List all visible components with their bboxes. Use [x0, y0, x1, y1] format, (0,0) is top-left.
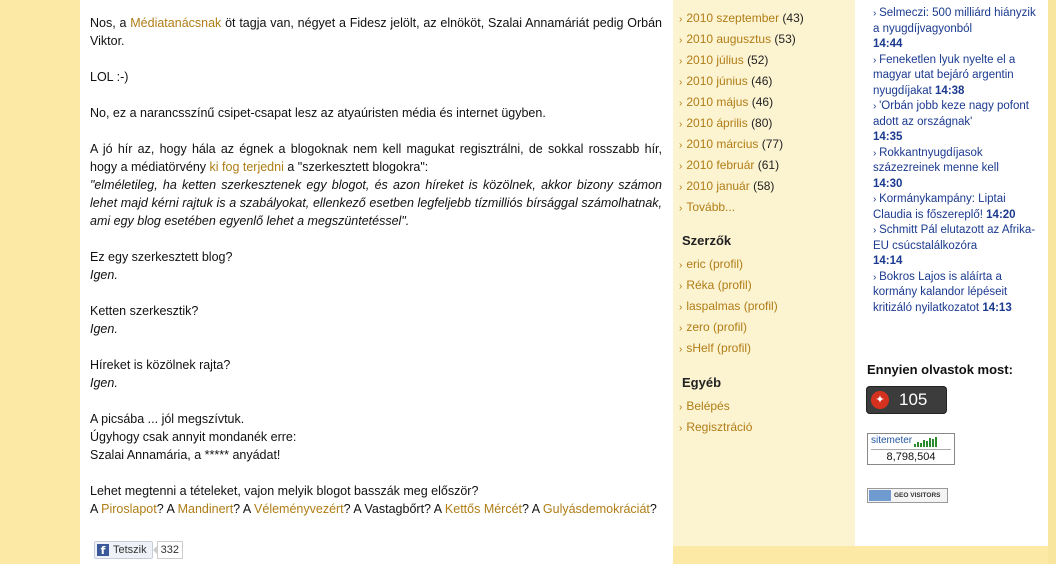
qa-block: Híreket is közölnek rajta? Igen. — [90, 358, 231, 390]
news-item[interactable]: › Bokros Lajos is aláírta a kormány kalandor lépéseit kritizáló nyilatkozatot 14:13 — [873, 270, 1012, 314]
link-mediatanacs[interactable]: Médiatanácsnak — [130, 16, 222, 30]
chevron-right-icon: › — [679, 98, 683, 109]
archive-list — [679, 8, 855, 218]
archive-more[interactable]: › Tovább... — [679, 200, 736, 214]
paragraph: A picsába ... jól megszívtuk. Úgyhogy csak annyit mondanék erre: Szalai Annamária, a ***** anyádat! — [90, 412, 297, 462]
chevron-right-icon: › — [679, 203, 683, 214]
chevron-right-icon: › — [873, 194, 880, 205]
quote: "elméletileg, ha ketten szerkesztenek egy blogot, és azon híreket is közölnek, akkor bizony számon lehet majd kérni rajtuk is a szabályokat, ellenkező esetben legfeljebb tízmilliós bírsággal számolhatnak, ami egy blog esetében egyenlő lehet a megszüntetéssel". — [90, 178, 662, 228]
online-counter[interactable]: ✦ 105 — [866, 386, 947, 414]
archive-item[interactable]: › 2010 május (46) — [679, 95, 774, 109]
readers-title: Ennyien olvastok most: — [867, 362, 1013, 377]
chevron-right-icon: › — [873, 271, 880, 283]
chevron-right-icon: › — [679, 281, 683, 292]
paragraph: Lehet megtenni a tételeket, vajon melyik blogot basszák meg először? A Piroslapot? A Mandinert? A Véleményvezért? A Vastagbőrt? A Kettős Mércét? A Gulyásdemokráciát? — [90, 484, 657, 516]
sitemeter-badge[interactable]: sitemeter 8,798,504 — [867, 433, 955, 465]
link-velemenyvezer[interactable]: Véleményvezért — [254, 502, 344, 516]
chevron-right-icon: › — [679, 182, 683, 193]
chevron-right-icon: › — [679, 161, 683, 172]
chevron-right-icon: › — [679, 119, 683, 130]
author-item[interactable]: › laspalmas (profil) — [679, 299, 778, 313]
post-body — [80, 0, 673, 564]
author-item[interactable]: › zero (profil) — [679, 320, 748, 334]
bar-chart-icon — [914, 437, 938, 447]
archive-item[interactable]: › 2010 július (52) — [679, 53, 769, 67]
archive-item[interactable]: › 2010 március (77) — [679, 137, 784, 151]
like-count: 332 — [157, 541, 183, 559]
paragraph: LOL :-) — [90, 70, 129, 84]
authors-list — [679, 254, 855, 359]
chevron-right-icon: › — [679, 323, 683, 334]
login-link[interactable]: › Belépés — [679, 399, 730, 413]
chevron-right-icon: › — [679, 260, 683, 271]
facebook-icon: f — [97, 544, 109, 556]
chevron-right-icon: › — [679, 35, 683, 46]
post-text — [90, 14, 662, 536]
register-link[interactable]: › Regisztráció — [679, 420, 753, 434]
sidebar-middle — [673, 0, 855, 546]
news-item[interactable]: › Feneketlen lyuk nyelte el a magyar utat bejáró argentin nyugdíjakat 14:38 — [873, 53, 1016, 97]
chevron-right-icon: › — [873, 147, 880, 159]
chevron-right-icon: › — [679, 402, 683, 413]
paragraph: A jó hír az, hogy hála az égnek a blogoknak nem kell magukat regisztrálni, de sokkal rosszabb hír, hogy a médiatörvény ki fog terjedni a "szerkesztett blogokra": "elméletileg, ha ketten szerkesztenek egy blogot, és azon híreket is közölnek, akkor bizony számon lehet majd kérni rajtuk is a szabályokat, ellenkező esetben legfeljebb tízmilliós bírsággal számolhatnak, ami egy blog esetében egyenlő lehet a megszüntetéssel". — [90, 142, 662, 228]
sidebar-right — [855, 0, 1048, 546]
page-edge — [1048, 0, 1056, 564]
qa-block: Ketten szerkesztik? Igen. — [90, 304, 199, 336]
news-item[interactable]: › 'Orbán jobb keze nagy pofont adott az országnak' 14:35 — [873, 100, 1029, 143]
facebook-like — [94, 541, 183, 559]
link-piroslap[interactable]: Piroslapot — [101, 502, 157, 516]
other-title: Egyéb — [682, 375, 722, 390]
author-item[interactable]: › sHelf (profil) — [679, 341, 752, 355]
paragraph: Nos, a Médiatanácsnak öt tagja van, négyet a Fidesz jelölt, az elnököt, Szalai Annamáriát pedig Orbán Viktor. — [90, 16, 662, 48]
news-item[interactable]: › Schmitt Pál elutazott az Afrika-EU csúcstalálkozóra 14:14 — [873, 224, 1036, 267]
chevron-right-icon: › — [679, 302, 683, 313]
link-gulyasdemokracia[interactable]: Gulyásdemokráciát — [542, 502, 650, 516]
footer-strip — [673, 546, 1048, 564]
chevron-right-icon: › — [679, 77, 683, 88]
link-kettos-merce[interactable]: Kettős Mércét — [444, 502, 523, 516]
archive-item[interactable]: › 2010 február (61) — [679, 158, 780, 172]
other-list — [679, 396, 855, 438]
chevron-right-icon: › — [679, 140, 683, 151]
archive-item[interactable]: › 2010 szeptember (43) — [679, 11, 804, 25]
news-item[interactable]: › Kormánykampány: Liptai Claudia is főszereplő! 14:20 — [873, 193, 1016, 221]
chevron-right-icon: › — [873, 225, 880, 236]
chevron-right-icon: › — [679, 56, 683, 67]
archive-item[interactable]: › 2010 augusztus (53) — [679, 32, 796, 46]
like-button[interactable]: f Tetszik — [94, 541, 153, 559]
author-item[interactable]: › Réka (profil) — [679, 278, 752, 292]
sitemeter-value: 8,798,504 — [871, 449, 951, 464]
news-item[interactable]: › Rokkantnyugdíjasok százezreinek menne kell 14:30 — [873, 146, 999, 190]
author-item[interactable]: › eric (profil) — [679, 257, 744, 271]
runner-icon: ✦ — [871, 391, 889, 409]
chevron-right-icon: › — [873, 101, 880, 112]
link-mandiner[interactable]: Mandinert — [177, 502, 234, 516]
authors-title: Szerzők — [682, 233, 732, 248]
link-ki-fog-terjedni[interactable]: ki fog terjedni — [209, 160, 284, 174]
archive-item[interactable]: › 2010 január (58) — [679, 179, 775, 193]
chevron-right-icon: › — [679, 14, 683, 25]
chevron-right-icon: › — [679, 344, 683, 355]
news-item[interactable]: › Selmeczi: 500 milliárd hiányzik a nyugdíjvagyonból 14:44 — [873, 7, 1036, 50]
map-icon — [869, 490, 891, 501]
chevron-right-icon: › — [679, 423, 683, 434]
archive-item[interactable]: › 2010 április (80) — [679, 116, 773, 130]
archive-item[interactable]: › 2010 június (46) — [679, 74, 773, 88]
paragraph: No, ez a narancsszínű csipet-csapat lesz az atyaúristen média és internet ügyben. — [90, 106, 546, 120]
qa-block: Ez egy szerkesztett blog? Igen. — [90, 250, 233, 282]
geo-visitors-badge[interactable]: GEO VISITORS — [867, 488, 948, 503]
chevron-right-icon: › — [873, 54, 880, 66]
news-feed — [873, 6, 1043, 316]
chevron-right-icon: › — [873, 8, 880, 19]
